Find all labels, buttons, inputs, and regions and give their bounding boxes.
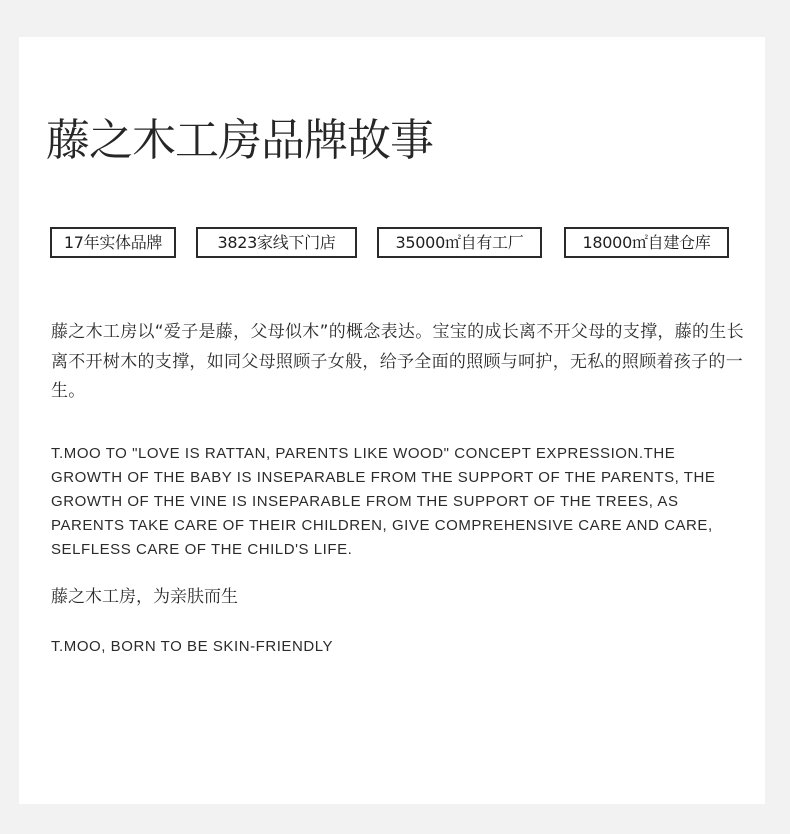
page-title: 藤之木工房品牌故事 [46,115,433,166]
tagline-chinese: 藤之木工房，为亲肤而生 [51,587,238,607]
description-chinese: 藤之木工房以“爱子是藤，父母似木”的概念表达。宝宝的成长离不开父母的支撑，藤的生长离不开树木的支撑，如同父母照顾子女般，给予全面的照顾与呵护，无私的照顾着孩子的一生。 [51,322,744,401]
brand-story-card [19,37,765,804]
description-english: T.MOO TO "LOVE IS RATTAN, PARENTS LIKE WOOD" CONCEPT EXPRESSION.THE GROWTH OF THE BABY IS INSEPARABLE FROM THE SUPPORT OF THE PARENTS, THE GROWTH OF THE VINE IS INSEPARABLE FROM THE SUPPORT OF THE TREES, AS PARENTS TAKE CARE OF THEIR CHILDREN, GIVE COMPREHENSIVE CARE AND CARE, SELFLESS CARE OF THE CHILD'S LIFE. [51,445,716,558]
fact-badge-years: 17年实体品牌 [50,227,176,258]
fact-badge-factory: 35000㎡自有工厂 [377,227,542,258]
tagline-english: T.MOO, BORN TO BE SKIN-FRIENDLY [51,638,334,655]
fact-badge-stores: 3823家线下门店 [196,227,357,258]
fact-badge-warehouse: 18000㎡自建仓库 [564,227,729,258]
